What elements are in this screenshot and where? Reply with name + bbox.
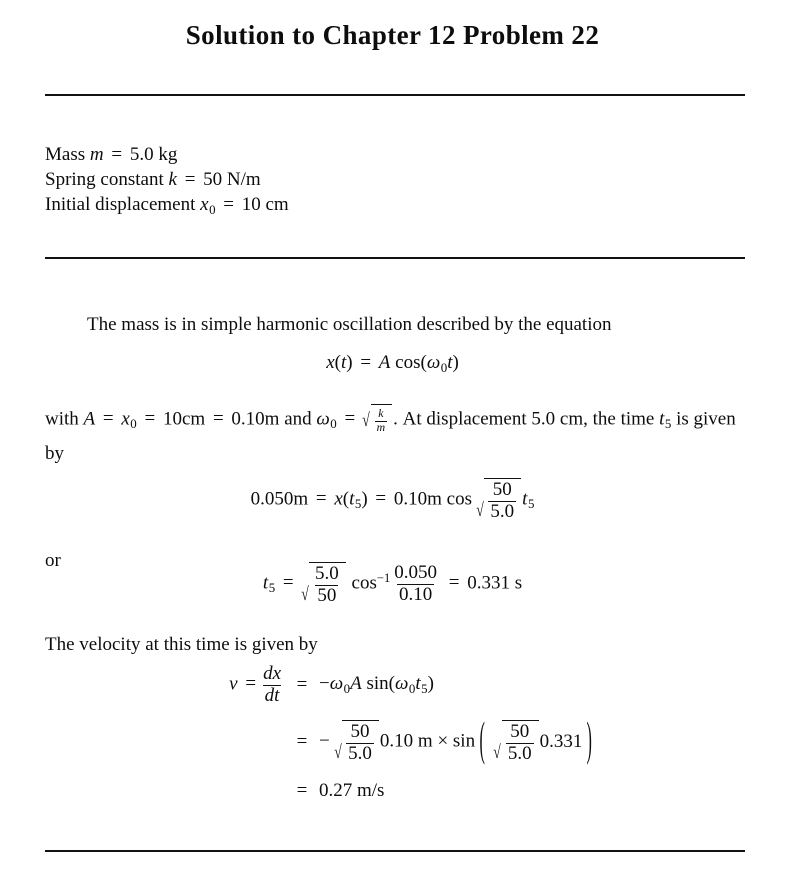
velocity-row2-times: ×: [437, 730, 449, 752]
radical-sign-icon: √: [300, 584, 309, 606]
given-spring-constant-value: 50 N/m: [203, 169, 261, 190]
t5a-sqrt-denominator: 5.0: [490, 500, 515, 522]
t5b-equals-1: =: [282, 572, 294, 594]
velocity-row1-lhs: [0, 664, 285, 706]
velocity-derivation-block: [0, 664, 785, 812]
with-omega-subscript: 0: [330, 415, 337, 431]
t5a-time-symbol: t: [522, 488, 528, 510]
velocity-row3-equals: =: [296, 780, 308, 802]
equation-of-motion: x(t) = A $\cos(\omega_0t)$: [326, 352, 459, 375]
given-initial-displacement-subscript: 0: [209, 201, 216, 217]
t5b-ratio-numerator: 0.050: [394, 562, 437, 583]
horizontal-rule-middle: [45, 257, 745, 259]
velocity-minus-sign: −: [319, 673, 330, 695]
with-omega: ω: [316, 408, 330, 430]
given-initial-displacement-label: Initial displacement: [45, 194, 196, 215]
t5b-lhs-subscript: 5: [268, 579, 276, 595]
radical-sign-icon: √: [493, 742, 502, 764]
velocity-sin-label: sin: [366, 673, 389, 695]
given-spring-constant-label: Spring constant: [45, 169, 164, 190]
t5b-sqrt-numerator: 5.0: [315, 563, 339, 584]
horizontal-rule-top: [45, 94, 745, 96]
or-label: or: [45, 550, 61, 571]
given-mass: [45, 142, 289, 167]
t5b-equals-2: =: [448, 572, 460, 594]
velocity-intro-paragraph: The velocity at this time is given by: [45, 634, 318, 655]
radical-sign-icon: √: [362, 410, 370, 431]
with-x-subscript: 0: [130, 415, 137, 431]
t5b-ratio-denominator: 0.10: [398, 583, 433, 605]
velocity-row2-inner-sqrt-numerator: 50: [510, 721, 530, 743]
with-tail-second-post: is given by: [45, 408, 736, 464]
with-equals-3: =: [212, 408, 224, 430]
with-sqrt-numerator: k: [378, 407, 384, 421]
t5b-ratio-fraction: [392, 563, 439, 605]
with-prefix: with: [45, 408, 79, 430]
velocity-row2-rhs: [319, 714, 597, 768]
t5a-lhs: 0.050m: [250, 488, 309, 510]
with-value-m: 0.10m: [231, 408, 280, 430]
with-sqrt-k-over-m: [359, 404, 392, 436]
motion-omega: ω: [426, 352, 441, 373]
velocity-row2-equals: =: [296, 731, 308, 753]
velocity-arg-time-subscript: 5: [421, 680, 428, 696]
with-sqrt-denominator: m: [376, 421, 386, 435]
velocity-row2-sin-label: sin: [452, 730, 476, 752]
given-initial-displacement-symbol: x: [200, 194, 209, 215]
given-spring-constant-symbol: k: [168, 169, 177, 190]
velocity-row-definition: [0, 664, 785, 706]
with-tail-second-pre: time: [620, 408, 655, 430]
with-conjunction: and: [284, 408, 312, 430]
with-paragraph: [45, 404, 745, 469]
with-equals-4: =: [344, 408, 356, 430]
velocity-row1-rhs: $-\omega_0A$ $\sin(\omega_0t_5)$: [319, 673, 434, 696]
equation-t5-solved: [0, 562, 785, 606]
t5a-argument-subscript: 5: [354, 495, 362, 511]
page-title: Solution to Chapter 12 Problem 22: [185, 20, 600, 50]
velocity-row-substituted: [0, 714, 785, 768]
given-spring-constant-equals: =: [184, 169, 196, 190]
t5a-argument-symbol: t: [349, 488, 355, 510]
t5a-amplitude: 0.10m: [393, 488, 442, 510]
velocity-row2-minus: −: [319, 730, 330, 752]
given-mass-equals: =: [111, 144, 123, 165]
t5a-time-subscript: 5: [527, 495, 535, 511]
with-tail-first: At displacement 5.0 cm, the: [402, 408, 616, 430]
with-value-cm: 10cm: [162, 408, 206, 430]
motion-amplitude: A: [378, 352, 391, 373]
with-tail-subscript: 5: [664, 415, 672, 431]
given-mass-symbol: m: [89, 144, 104, 165]
intro-paragraph: The mass is in simple harmonic oscillation described by the equation: [87, 314, 612, 335]
velocity-equals-first: =: [245, 673, 257, 695]
with-tail-symbol: t: [659, 408, 665, 430]
motion-lhs-argument: t: [340, 352, 347, 373]
velocity-omega: ω: [329, 673, 344, 695]
left-paren-icon: (: [479, 714, 485, 768]
t5b-sqrt: [298, 562, 346, 606]
radical-sign-icon: √: [476, 500, 484, 522]
t5a-equals-1: =: [315, 488, 327, 510]
velocity-omega-subscript: 0: [343, 680, 351, 696]
motion-equals: =: [360, 352, 372, 373]
velocity-row2-amplitude: 0.10 m: [379, 730, 433, 752]
given-initial-displacement-equals: =: [223, 194, 234, 215]
with-amplitude: A: [83, 408, 96, 430]
given-values-block: [45, 142, 289, 222]
velocity-row-result: [0, 780, 785, 802]
velocity-row2-sqrt-numerator: 50: [350, 721, 370, 743]
velocity-arg-omega: ω: [394, 673, 409, 695]
velocity-symbol: v: [229, 673, 238, 695]
t5a-x-symbol: x: [334, 488, 343, 510]
given-initial-displacement: [45, 192, 289, 222]
velocity-final-result: 0.27 m/s: [319, 780, 385, 802]
velocity-row2-sqrt-denominator: 5.0: [348, 742, 372, 764]
t5a-cos-label: cos: [446, 488, 472, 510]
equation-t5-implicit: $0.050m = x(t_5) = 0.10m$ cos √ $\frac{50}{5.0}$ $t_5$: [250, 479, 535, 522]
given-mass-value: 5.0 kg: [129, 144, 178, 165]
t5b-lhs-symbol: t: [262, 572, 269, 594]
given-mass-label: Mass: [45, 144, 86, 165]
with-equals-1: =: [102, 408, 114, 430]
horizontal-rule-bottom: [45, 850, 745, 852]
with-period: .: [393, 408, 398, 430]
motion-cos-label: cos: [395, 352, 421, 373]
velocity-arg-omega-subscript: 0: [408, 680, 416, 696]
velocity-row2-inner-value: 0.331: [539, 731, 583, 753]
motion-lhs-variable: x: [326, 352, 335, 373]
radical-sign-icon: √: [333, 742, 342, 764]
velocity-row2-parenthesized-argument: [475, 714, 597, 768]
right-paren-icon: ): [586, 714, 593, 768]
velocity-derivative-fraction: [261, 664, 283, 706]
t5b-sqrt-denominator: 50: [317, 584, 337, 606]
velocity-row2-inner-sqrt: [490, 720, 538, 764]
t5b-arccos-exponent: −1: [376, 570, 391, 585]
velocity-derivative-numerator: dx: [263, 663, 281, 684]
velocity-row2-inner-sqrt-denominator: 5.0: [507, 742, 532, 764]
velocity-row1-equals: =: [296, 674, 308, 696]
with-x-symbol: x: [121, 408, 130, 430]
given-spring-constant: [45, 167, 289, 192]
with-equals-2: =: [144, 408, 156, 430]
motion-omega-subscript: 0: [440, 359, 448, 375]
velocity-derivative-denominator: dt: [264, 684, 280, 706]
t5b-arccos-label: cos: [351, 572, 377, 594]
velocity-arg-time: t: [415, 673, 421, 695]
t5b-result: 0.331 s: [467, 572, 523, 594]
t5a-equals-2: =: [375, 488, 387, 510]
motion-time: t: [447, 352, 453, 373]
t5a-sqrt: [473, 478, 521, 522]
given-initial-displacement-value: 10 cm: [241, 194, 289, 215]
velocity-amplitude: A: [350, 673, 362, 695]
velocity-row2-sqrt: [331, 720, 379, 764]
t5a-sqrt-numerator: 50: [492, 479, 512, 500]
